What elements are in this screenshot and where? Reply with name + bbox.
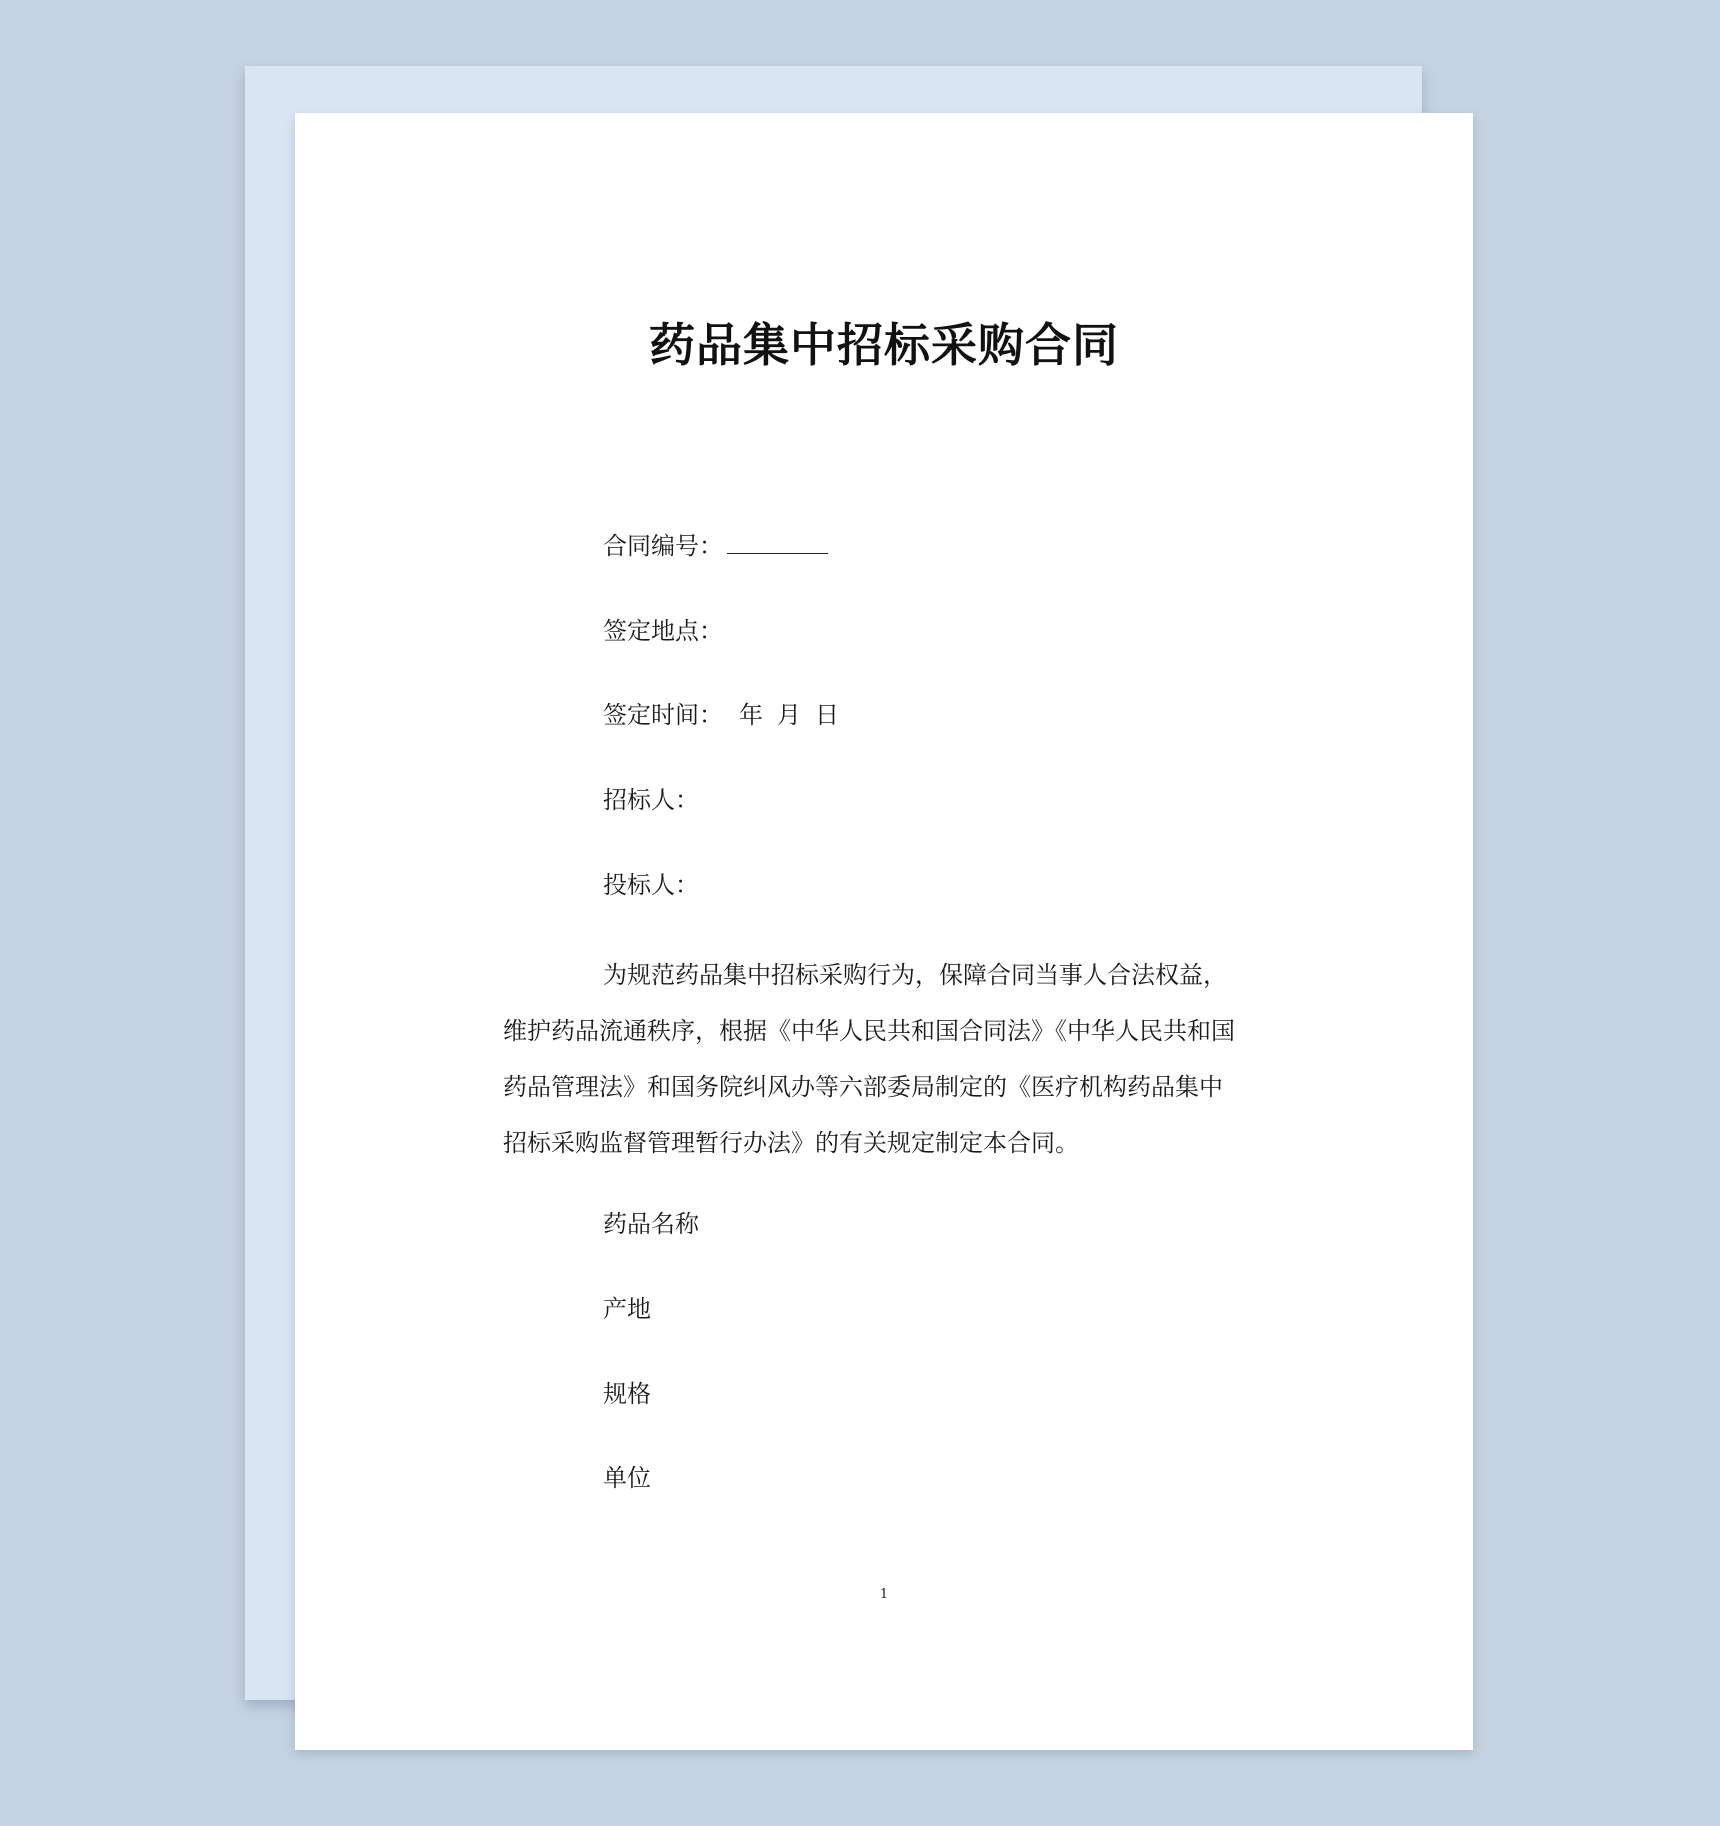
tenderer-field (603, 785, 699, 816)
contract-number-blank (727, 552, 828, 554)
paragraph-line: 为规范药品集中招标采购行为，保障合同当事人合法权益， (603, 961, 1227, 989)
paragraph-line: 维护药品流通秩序，根据《中华人民共和国合同法》《中华人民共和国 (503, 1017, 1235, 1045)
contract-number-label: 合同编号： (603, 532, 723, 560)
tenderer-label: 招标人： (603, 786, 699, 814)
paragraph-line: 招标采购监督管理暂行办法》的有关规定制定本合同。 (503, 1129, 1079, 1157)
bidder-label: 投标人： (603, 871, 699, 899)
year-label: 年 (739, 701, 763, 729)
unit-item: 单位 (603, 1464, 651, 1492)
sign-time-label: 签定时间： (603, 701, 723, 729)
day-label: 日 (815, 701, 839, 729)
origin-item: 产地 (603, 1295, 651, 1323)
page-number: 1 (879, 1587, 889, 1602)
sign-place-label: 签定地点： (603, 617, 723, 645)
sign-place-field (603, 616, 723, 647)
sign-time-field (603, 700, 839, 731)
paragraph-line: 药品管理法》和国务院纠风办等六部委局制定的《医疗机构药品集中 (503, 1073, 1223, 1101)
preamble-paragraph (503, 947, 1273, 1171)
document-title: 药品集中招标采购合同 (649, 318, 1119, 372)
month-label: 月 (777, 701, 801, 729)
drug-name-item: 药品名称 (603, 1210, 699, 1238)
document-page (295, 113, 1473, 1750)
bidder-field (603, 870, 699, 901)
contract-number-field (603, 531, 828, 562)
spec-item: 规格 (603, 1380, 651, 1408)
